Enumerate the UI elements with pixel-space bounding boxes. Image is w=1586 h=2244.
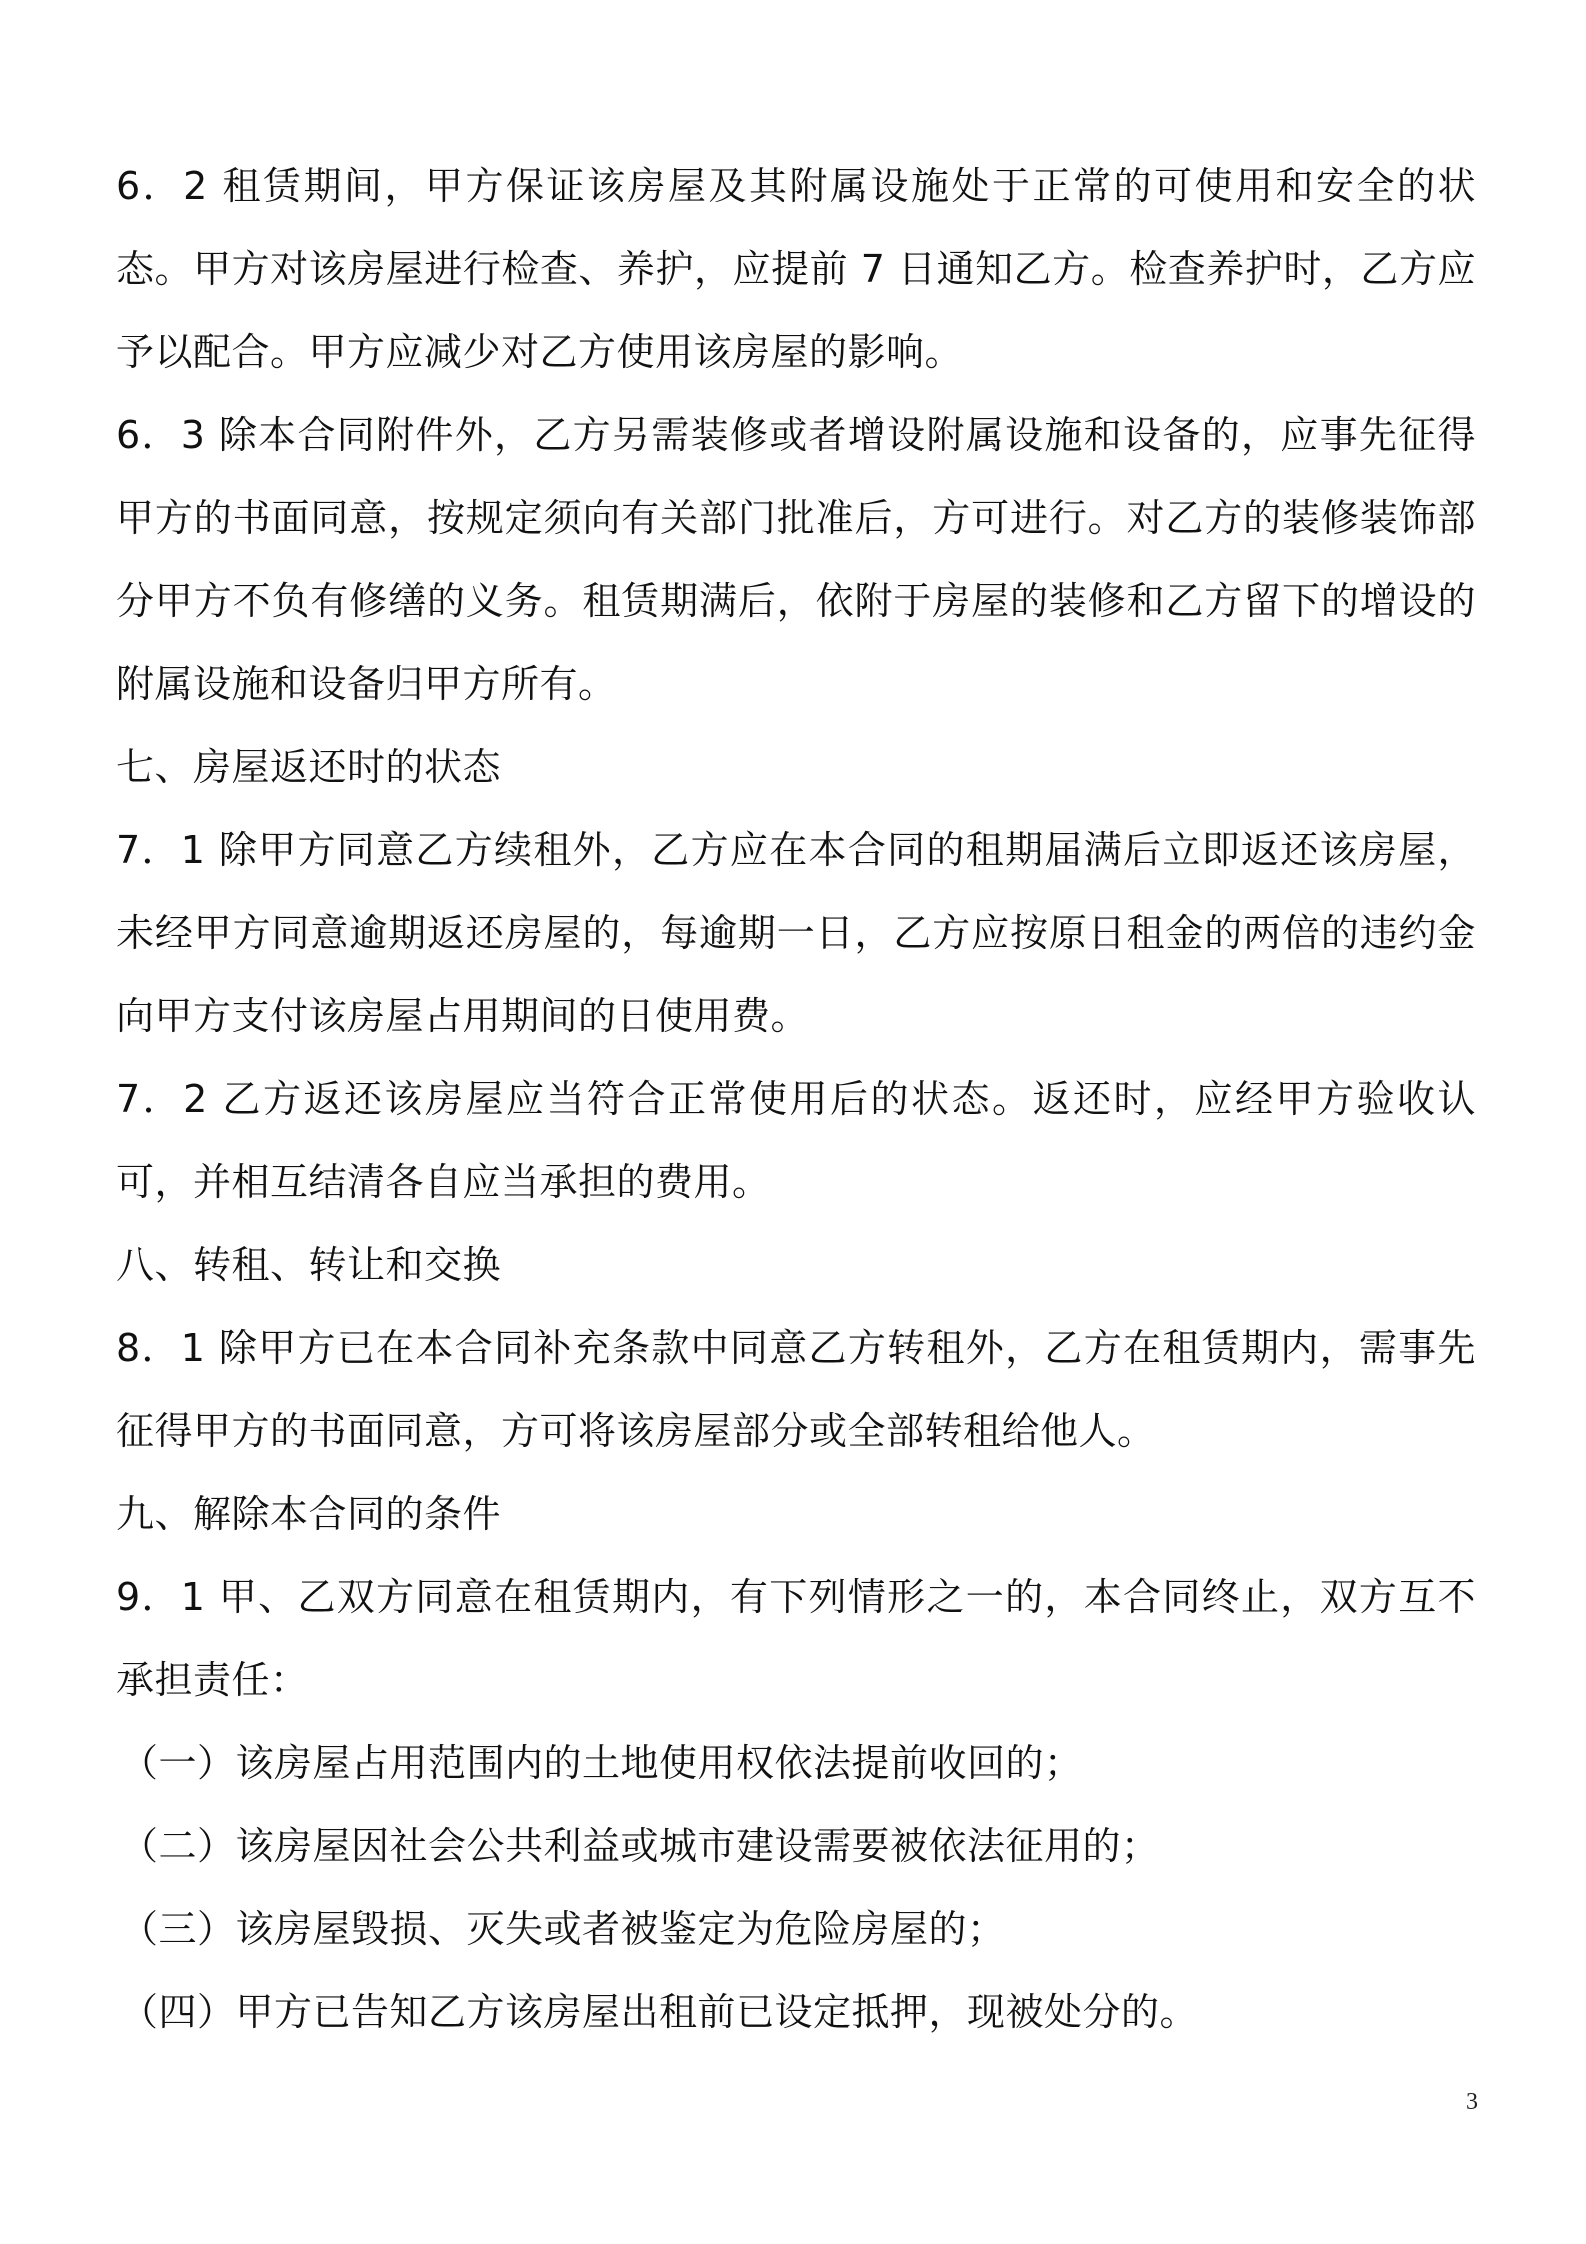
clause-7-1: 7．1 除甲方同意乙方续租外，乙方应在本合同的租期届满后立即返还该房屋，未经甲方同意逾期返还房屋的，每逾期一日，乙方应按原日租金的两倍的违约金向甲方支付该房屋占用期间的日使用费。: [116, 828, 1476, 1038]
section-heading-8: 八、转租、转让和交换: [116, 1243, 502, 1287]
page-number: 3: [1466, 2089, 1478, 2115]
list-item-4: （四）甲方已告知乙方该房屋出租前已设定抵押，现被处分的。: [120, 1990, 1199, 2034]
clause-6-3: 6．3 除本合同附件外，乙方另需装修或者增设附属设施和设备的，应事先征得甲方的书面同意，按规定须向有关部门批准后，方可进行。对乙方的装修装饰部分甲方不负有修缮的义务。租赁期满后，依附于房屋的装修和乙方留下的增设的附属设施和设备归甲方所有。: [116, 413, 1476, 706]
document-body: [116, 145, 1476, 2054]
list-item-3: （三）该房屋毁损、灭失或者被鉴定为危险房屋的；: [120, 1907, 1006, 1951]
section-heading-9: 九、解除本合同的条件: [116, 1492, 502, 1536]
clause-8-1: 8．1 除甲方已在本合同补充条款中同意乙方转租外，乙方在租赁期内，需事先征得甲方的书面同意，方可将该房屋部分或全部转租给他人。: [116, 1326, 1476, 1453]
list-item-1: （一）该房屋占用范围内的土地使用权依法提前收回的；: [120, 1741, 1083, 1785]
clause-9-1: 9．1 甲、乙双方同意在租赁期内，有下列情形之一的，本合同终止，双方互不承担责任：: [116, 1575, 1476, 1702]
section-heading-7: 七、房屋返还时的状态: [116, 745, 502, 789]
clause-7-2: 7．2 乙方返还该房屋应当符合正常使用后的状态。返还时，应经甲方验收认可，并相互结清各自应当承担的费用。: [116, 1077, 1476, 1204]
clause-6-2: 6．2 租赁期间，甲方保证该房屋及其附属设施处于正常的可使用和安全的状态。甲方对该房屋进行检查、养护，应提前 7 日通知乙方。检查养护时，乙方应予以配合。甲方应减少对乙方使用该房屋的影响。: [116, 164, 1476, 374]
list-item-2: （二）该房屋因社会公共利益或城市建设需要被依法征用的；: [120, 1824, 1160, 1868]
